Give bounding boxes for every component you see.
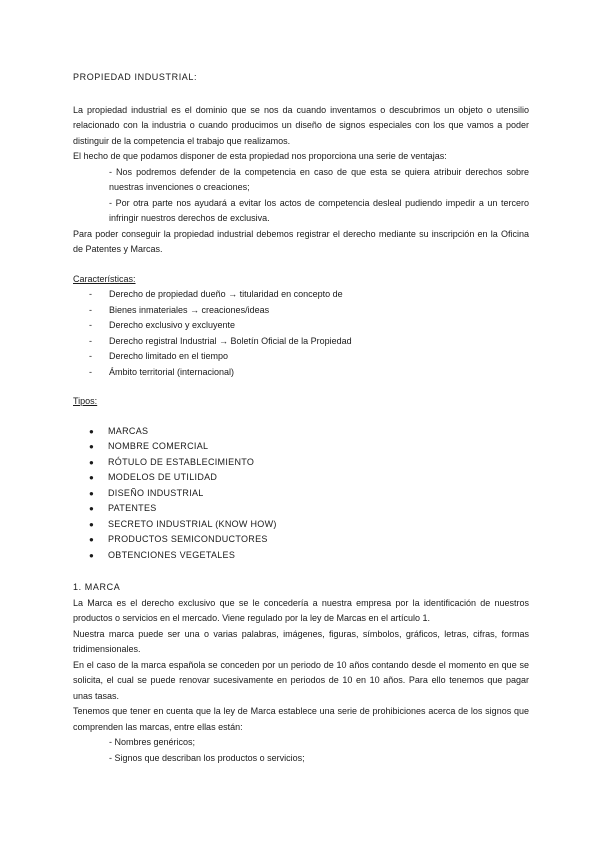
- marca-paragraph-3: En el caso de la marca española se conceden por un periodo de 10 años contando desde el momento en que se solicita, el cual se puede renovar sucesivamente en periodos de 10 en 10 años. Para ello tenemos que pagar unas tasas.: [73, 659, 529, 701]
- list-item: - Ámbito territorial (internacional): [73, 365, 529, 381]
- bullet-icon: ●: [89, 488, 95, 498]
- dash-marker: -: [89, 289, 92, 299]
- marca-heading: 1. MARCA: [73, 582, 121, 592]
- bullet-icon: ●: [89, 442, 95, 451]
- tipos-heading: Tipos:: [73, 396, 98, 406]
- dash-marker: -: [89, 320, 92, 330]
- bullet-icon: ●: [89, 426, 95, 436]
- caracteristicas-heading: Características:: [73, 273, 136, 284]
- list-item: - Nombres genéricos;: [109, 737, 196, 747]
- list-item: ● NOMBRE COMERCIAL: [73, 439, 529, 455]
- dash-marker: -: [89, 351, 92, 361]
- prohibiciones-list: [73, 735, 529, 766]
- list-item: - Derecho de propiedad dueño → titularidad en concepto de: [73, 287, 529, 303]
- bullet-icon: ●: [89, 457, 95, 467]
- ventaja-item-1: - Nos podremos defender de la competencia en caso de que esta se quiera atribuir derechos sobre nuestras invenciones o creaciones;: [109, 166, 529, 192]
- document-body: [73, 70, 529, 766]
- list-item: ● MODELOS DE UTILIDAD: [73, 470, 529, 486]
- bullet-icon: ●: [89, 550, 95, 560]
- ventaja-item-2: - Por otra parte nos ayudará a evitar los actos de competencia desleal pudiendo impedir a un tercero infringir nuestros derechos de exclusiva.: [109, 197, 529, 223]
- bullet-icon: ●: [89, 535, 95, 544]
- dash-marker: -: [89, 304, 92, 315]
- caracteristicas-list: [73, 287, 529, 380]
- list-item: ● PRODUCTOS SEMICONDUCTORES: [73, 532, 529, 548]
- tipos-list: [73, 424, 529, 564]
- marca-paragraph-1: La Marca es el derecho exclusivo que se le concedería a nuestra empresa por la identificación de nuestros productos o servicios en el mercado. Viene regulado por la ley de Marcas en el artículo 1.: [73, 597, 529, 623]
- list-item: ● DISEÑO INDUSTRIAL: [73, 486, 529, 502]
- list-item: - Derecho limitado en el tiempo: [73, 349, 529, 365]
- dash-marker: -: [89, 366, 92, 377]
- list-item: - Bienes inmateriales → creaciones/ideas: [73, 303, 529, 319]
- list-item: - Derecho exclusivo y excluyente: [73, 318, 529, 334]
- dash-marker: -: [89, 335, 92, 346]
- list-item: ● PATENTES: [73, 501, 529, 517]
- document-heading: PROPIEDAD INDUSTRIAL:: [73, 72, 198, 82]
- list-item: - Derecho registral Industrial → Boletín Oficial de la Propiedad: [73, 334, 529, 350]
- list-item: ● OBTENCIONES VEGETALES: [73, 548, 529, 564]
- marca-paragraph-4: Tenemos que tener en cuenta que la ley de Marca establece una serie de prohibiciones acerca de los signos que comprenden las marcas, entre ellas están:: [73, 706, 529, 732]
- bullet-icon: ●: [89, 473, 95, 482]
- intro-paragraph-3: Para poder conseguir la propiedad industrial debemos registrar el derecho mediante su inscripción en la Oficina de Patentes y Marcas.: [73, 228, 529, 254]
- list-item: ● RÓTULO DE ESTABLECIMIENTO: [73, 455, 529, 471]
- bullet-icon: ●: [89, 504, 95, 513]
- marca-paragraph-2: Nuestra marca puede ser una o varias palabras, imágenes, figuras, símbolos, gráficos, letras, cifras, formas tridimensionales.: [73, 628, 529, 654]
- list-item: ● MARCAS: [73, 424, 529, 440]
- intro-paragraph-2: El hecho de que podamos disponer de esta propiedad nos proporciona una serie de ventajas:: [73, 151, 447, 161]
- intro-paragraph-1: La propiedad industrial es el dominio que se nos da cuando inventamos o descubrimos un objeto o utensilio relacionado con la industria o cuando producimos un diseño de signos especiales con los que vamos a poder distinguir de la competencia el trabajo que realizamos.: [73, 104, 529, 146]
- list-item: - Signos que describan los productos o servicios;: [109, 752, 305, 763]
- bullet-icon: ●: [89, 519, 95, 529]
- list-item: ● SECRETO INDUSTRIAL (KNOW HOW): [73, 517, 529, 533]
